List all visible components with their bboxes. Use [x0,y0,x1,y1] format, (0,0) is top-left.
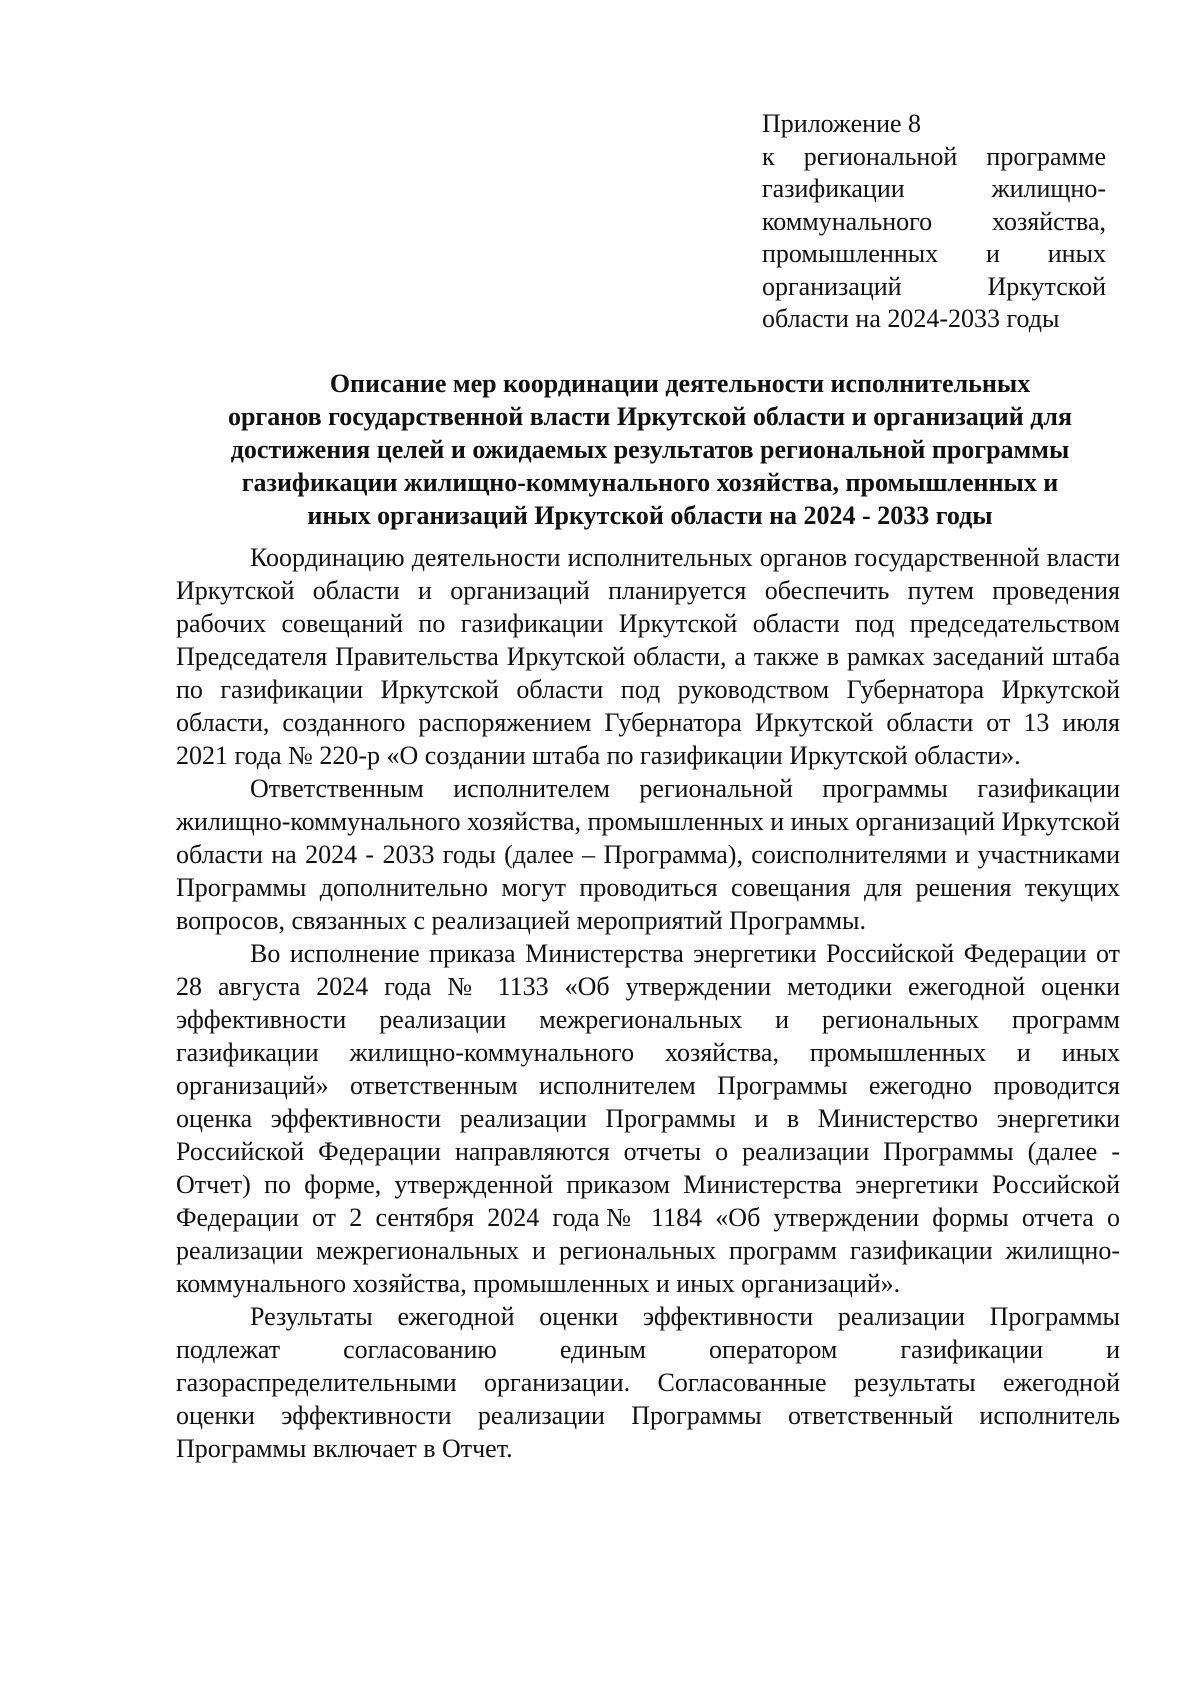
appendix-line: организаций Иркутской [762,271,1106,301]
appendix-line: газификации жилищно- [762,174,1106,203]
title-line: Описание мер координации деятельности исполнительных [329,369,1031,398]
title-line: газификации жилищно-коммунального хозяйства, промышленных и [241,468,1059,497]
paragraph-meetings: Ответственным исполнителем региональной программы газификации жилищно-коммунального хозяйства, промышленных и иных организаций Иркутской области на 2024 - 2033 годы (далее – Программа), соисполнителями и участниками Программы дополнительно могут проводиться совещания для решения текущих вопросов, связанных с реализацией мероприятий Программы. [176,774,1121,935]
document-body [176,541,1120,1465]
title-line: органов государственной власти Иркутской области и организаций для [227,402,1073,431]
title-line: иных организаций Иркутской области на 2024 - 2033 годы [307,501,993,530]
appendix-header [762,108,1106,336]
paragraph-evaluation: Во исполнение приказа Министерства энергетики Российской Федерации от 28 августа 2024 года № 1133 «Об утверждении методики ежегодной оценки эффективности реализации межрегиональных и региональных программ газификации жилищно-коммунального хозяйства, промышленных и иных организаций» ответственным исполнителем Программы ежегодно проводится оценка эффективности реализации Программы и в Министерство энергетики Российской Федерации направляются отчеты о реализации Программы (далее - Отчет) по форме, утвержденной приказом Министерства энергетики Российской Федерации от 2 сентября 2024 года№ 1184 «Об утверждении формы отчета о реализации межрегиональных и региональных программ газификации жилищно-коммунального хозяйства, промышленных и иных организаций». [176,939,1120,1298]
paragraph-results: Результаты ежегодной оценки эффективности реализации Программы подлежат согласованию единым оператором газификации и газораспределительными организации. Согласованные результаты ежегодной оценки эффективности реализации Программы ответственный исполнитель Программы включает в Отчет. [176,1302,1120,1463]
document-title [170,367,1130,532]
appendix-line: к региональной программе [762,141,1106,171]
title-line: достижения целей и ожидаемых результатов региональной программы [230,435,1070,464]
paragraph-coordination: Координацию деятельности исполнительных органов государственной власти Иркутской области и организаций планируется обеспечить путем проведения рабочих совещаний по газификации Иркутской области под председательством Председателя Правительства Иркутской области, а также в рамках заседаний штаба по газификации Иркутской области под руководством Губернатора Иркутской области, созданного распоряжением Губернатора Иркутской области от 13 июля 2021 года № 220-р «О создании штаба по газификации Иркутской области». [176,543,1120,770]
appendix-line: области на 2024-2033 годы [762,304,1060,333]
appendix-line: промышленных и иных [762,239,1106,268]
appendix-number: Приложение 8 [762,109,922,138]
appendix-line: коммунального хозяйства, [762,206,1106,236]
